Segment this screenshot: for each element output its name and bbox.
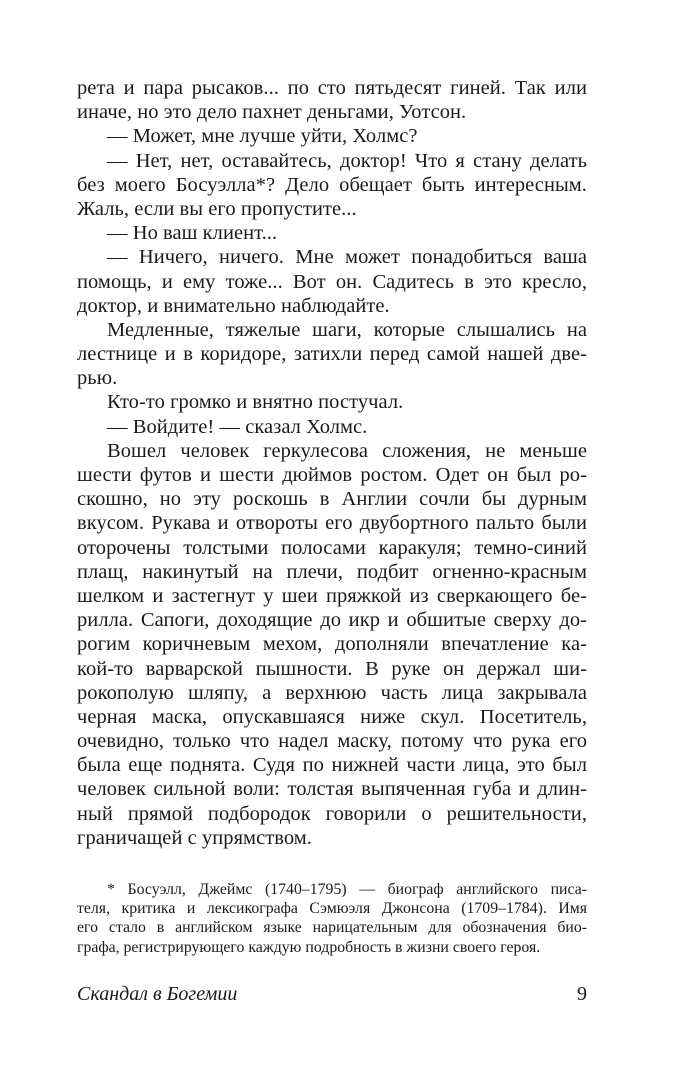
text-line: была еще поднята. Судя по нижней части лица, это был (77, 754, 587, 777)
text-line: вкусом. Рукава и отвороты его двубортного пальто были (77, 512, 587, 535)
text-line: ный прямой подбородок говорили о решительности, (77, 802, 587, 825)
text-line: — Может, мне лучше уйти, Холмс? (107, 125, 418, 148)
text-line: рью. (77, 367, 118, 390)
text-line: иначе, но это дело пахнет деньгами, Уотсон. (77, 101, 467, 124)
text-line: — Но ваш клиент... (107, 222, 278, 245)
text-line: Кто-то громко и внятно постучал. (107, 391, 404, 414)
text-line: рокополую шляпу, а верхнюю часть лица закрывала (77, 681, 587, 704)
text-line: Жаль, если вы его пропустите... (77, 197, 357, 220)
footnote-line: * Босуэлл, Джеймс (1740–1795) — биограф английского писа- (107, 881, 587, 898)
text-line: шести футов и шести дюймов ростом. Одет он был ро- (77, 464, 587, 486)
text-line: шелком и застегнут у шеи пряжкой из сверкающего бе- (77, 584, 587, 607)
text-line: помощь, и ему тоже... Вот он. Садитесь в это кресло, (77, 270, 587, 293)
text-line: — Нет, нет, оставайтесь, доктор! Что я стану делать (107, 149, 587, 172)
text-line: рогим коричневым мехом, дополняли впечатление ка- (77, 633, 587, 656)
text-line: Вошел человек геркулесова сложения, не меньше (107, 439, 587, 462)
text-line: — Войдите! — сказал Холмс. (107, 415, 368, 438)
text-line: граничащей с упрямством. (77, 826, 312, 849)
text-line: очевидно, только что надел маску, потому что рука его (77, 730, 587, 753)
text-line: — Ничего, ничего. Мне может понадобиться ваша (107, 246, 587, 269)
text-line: Медленные, тяжелые шаги, которые слышались на (107, 318, 587, 341)
text-line: скошно, но эту роскошь в Англии сочли бы дурным (77, 488, 587, 511)
page-number: 9 (577, 983, 587, 1005)
text-line: рета и пара рысаков... по сто пятьдесят гиней. Так или (77, 77, 587, 99)
text-line: лестнице и в коридоре, затихли перед самой нашей две- (77, 343, 587, 366)
footnote-line: графа, регистрирующего каждую подробность в жизни своего героя. (77, 938, 541, 956)
text-line: доктор, и внимательно наблюдайте. (77, 294, 390, 317)
text-line: рилла. Сапоги, доходящие до икр и обшитые сверху до- (77, 609, 587, 632)
text-line: плащ, накинутый на плечи, подбит огненно-красным (77, 560, 587, 583)
text-line: оторочены толстыми полосами каракуля; темно-синий (77, 536, 587, 559)
footnote-line: его стало в английском языке нарицательным для обозначения био- (77, 919, 587, 937)
running-title: Скандал в Богемии (77, 983, 238, 1005)
text-line: человек сильной воли: толстая выпяченная губа и длин- (77, 778, 587, 801)
text-line: кой-то варварской пышности. В руке он держал ши- (77, 657, 587, 680)
body-text (77, 76, 587, 850)
footnote-line: теля, критика и лексикографа Сэмюэля Джонсона (1709–1784). Имя (77, 900, 587, 918)
footnote (77, 880, 587, 957)
text-line: без моего Босуэлла*? Дело обещает быть интересным. (77, 173, 587, 196)
text-line: черная маска, опускавшаяся ниже скул. Посетитель, (77, 705, 587, 728)
